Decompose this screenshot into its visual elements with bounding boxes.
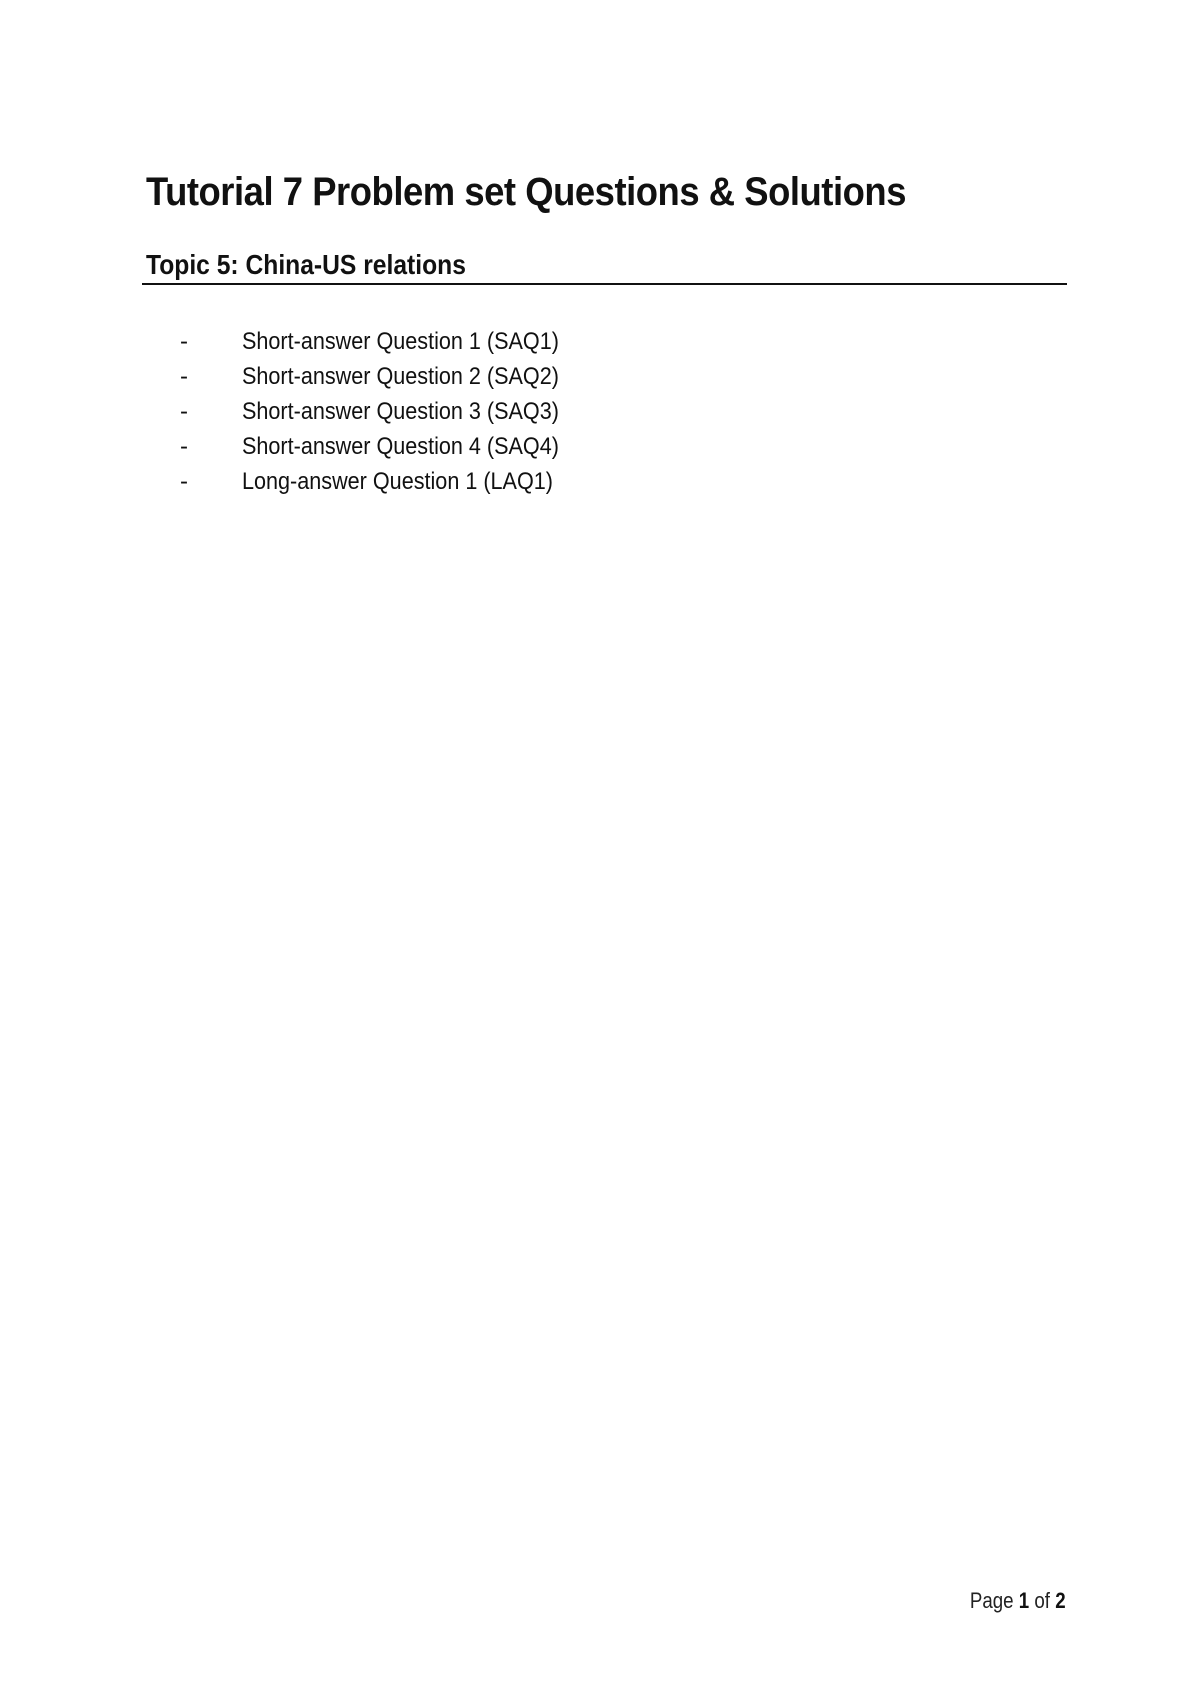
question-list-item — [180, 429, 594, 464]
question-label: Short-answer Question 3 (SAQ3) — [242, 398, 559, 425]
question-list — [180, 324, 594, 499]
total-page-count: 2 — [1055, 1588, 1066, 1613]
question-label: Short-answer Question 4 (SAQ4) — [242, 433, 559, 460]
question-list-item — [180, 359, 594, 394]
document-title: Tutorial 7 Problem set Questions & Solutions — [146, 170, 906, 214]
page-prefix: Page — [970, 1588, 1014, 1613]
question-list-item — [180, 394, 594, 429]
dash-bullet: - — [180, 363, 188, 390]
dash-bullet: - — [180, 433, 188, 460]
dash-bullet: - — [180, 468, 188, 495]
question-label: Long-answer Question 1 (LAQ1) — [242, 468, 553, 495]
question-label: Short-answer Question 1 (SAQ1) — [242, 328, 559, 355]
dash-bullet: - — [180, 398, 188, 425]
current-page-number: 1 — [1019, 1588, 1030, 1613]
topic-underline-divider — [142, 283, 1067, 285]
question-list-item — [180, 464, 594, 499]
topic-heading: Topic 5: China-US relations — [146, 249, 466, 280]
question-label: Short-answer Question 2 (SAQ2) — [242, 363, 559, 390]
dash-bullet: - — [180, 328, 188, 355]
page-separator: of — [1034, 1588, 1051, 1613]
question-list-item — [180, 324, 594, 359]
page-number-footer — [970, 1588, 1066, 1614]
